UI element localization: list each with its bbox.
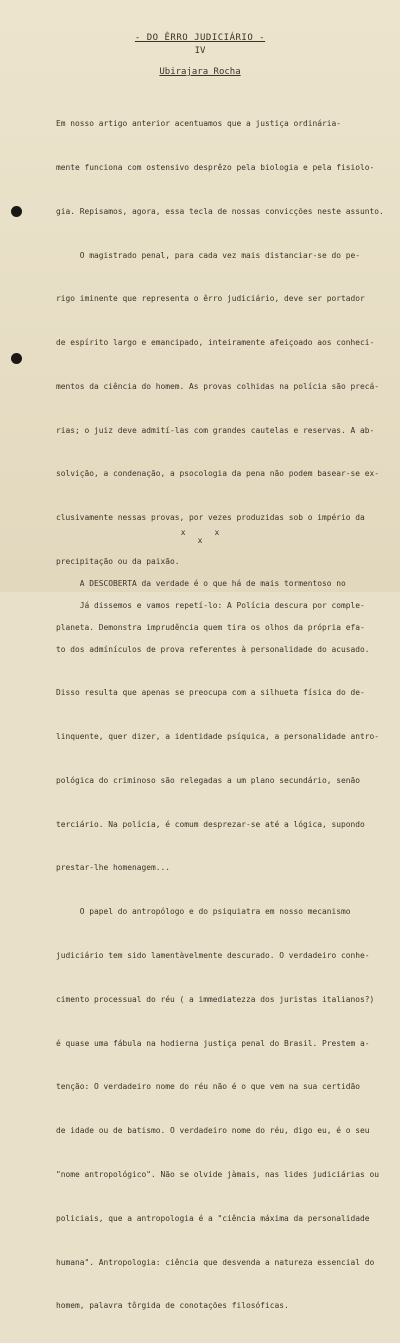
punch-hole (11, 353, 22, 364)
text-line: terciário. Na polícia, é comum desprezar-se até a lógica, supondo (56, 819, 365, 829)
text-line: rigo iminente que representa o êrro judiciário, deve ser portador (56, 294, 365, 304)
text-line: "nome antropológico". Não se olvide jàmais, nas lides judiciárias ou (56, 1169, 380, 1179)
text-line: de idade ou de batismo. O verdadeiro nome do réu, digo eu, é o seu (56, 1126, 370, 1136)
text-line: de espírito largo e emancipado, inteiramente afeiçoado aos conheci- (56, 338, 375, 348)
text-line: mente funciona com ostensivo desprêzo pela biologia e pela fisiolo- (56, 162, 375, 172)
text-line: Disso resulta que apenas se preocupa com a silhueta física do de- (56, 688, 365, 698)
text-line: homem, palavra tôrgida de conotações filosóficas. (56, 1301, 289, 1311)
text-line: precipitação ou da paixão. (56, 557, 180, 566)
text-line: rias; o juiz deve admití-las com grandes cautelas e reservas. A ab- (56, 425, 375, 435)
section-separator: x x (180, 528, 220, 537)
text-line: gia. Repisamos, agora, essa tecla de nossas convicções neste assunto. (56, 206, 384, 216)
text-line: planeta. Demonstra imprudência quem tira os olhos da própria efa- (56, 622, 365, 632)
text-line: judiciário tem sido lamentàvelmente descurado. O verdadeiro conhe- (56, 951, 370, 961)
author-name: Ubirajara Rocha (159, 67, 241, 77)
text-line: humana". Antropologia: ciência que desvenda a natureza essencial do (56, 1257, 375, 1267)
page-title: - DO ÊRRO JUDICIÁRIO - (134, 33, 266, 43)
text-line: prestar-lhe homenagem... (56, 863, 171, 873)
text-line: é quase uma fábula na hodierna justiça penal do Brasil. Prestem a- (56, 1038, 370, 1048)
text-line: clusivamente nessas provas, por vezes produzidas sob o império da (56, 513, 365, 523)
punch-hole (11, 206, 22, 217)
text-line: O magistrado penal, para cada vez mais distanciar-se do pe- (56, 250, 361, 260)
text-line: A DESCOBERTA da verdade é o que há de mais tormentoso no (56, 579, 346, 589)
article-body (56, 88, 396, 1343)
text-line: Já dissemos e vamos repetí-lo: A Polícia descura por comple- (56, 600, 365, 610)
text-line: solvição, a condenação, a psocologia da pena não podem basear-se ex- (56, 469, 380, 479)
text-line: policiais, que a antropologia é a "ciência máxima da personalidade (56, 1213, 370, 1223)
text-line: linquente, quer dizer, a identidade psíquica, a personalidade antro- (56, 732, 380, 742)
text-line: cimento processual do réu ( a immediatezza dos juristas italianos?) (56, 994, 375, 1004)
text-line: to dos admínículos de prova referentes à personalidade do acusado. (56, 644, 370, 654)
text-line: pológica do criminoso são relegadas a um plano secundário, senão (56, 775, 361, 785)
text-line: mentos da ciência do homem. As provas colhidas na polícia são precá- (56, 381, 380, 391)
section-numeral: IV (194, 46, 206, 56)
text-line: tenção: O verdadeiro nome do réu não é o que vem na sua certidão (56, 1082, 361, 1092)
text-line: Em nosso artigo anterior acentuamos que a justiça ordinária- (56, 119, 342, 129)
section-separator: x (197, 536, 203, 545)
closing-paragraph (56, 548, 396, 665)
text-line: O papel do antropólogo e do psiquiatra em nosso mecanismo (56, 907, 351, 917)
